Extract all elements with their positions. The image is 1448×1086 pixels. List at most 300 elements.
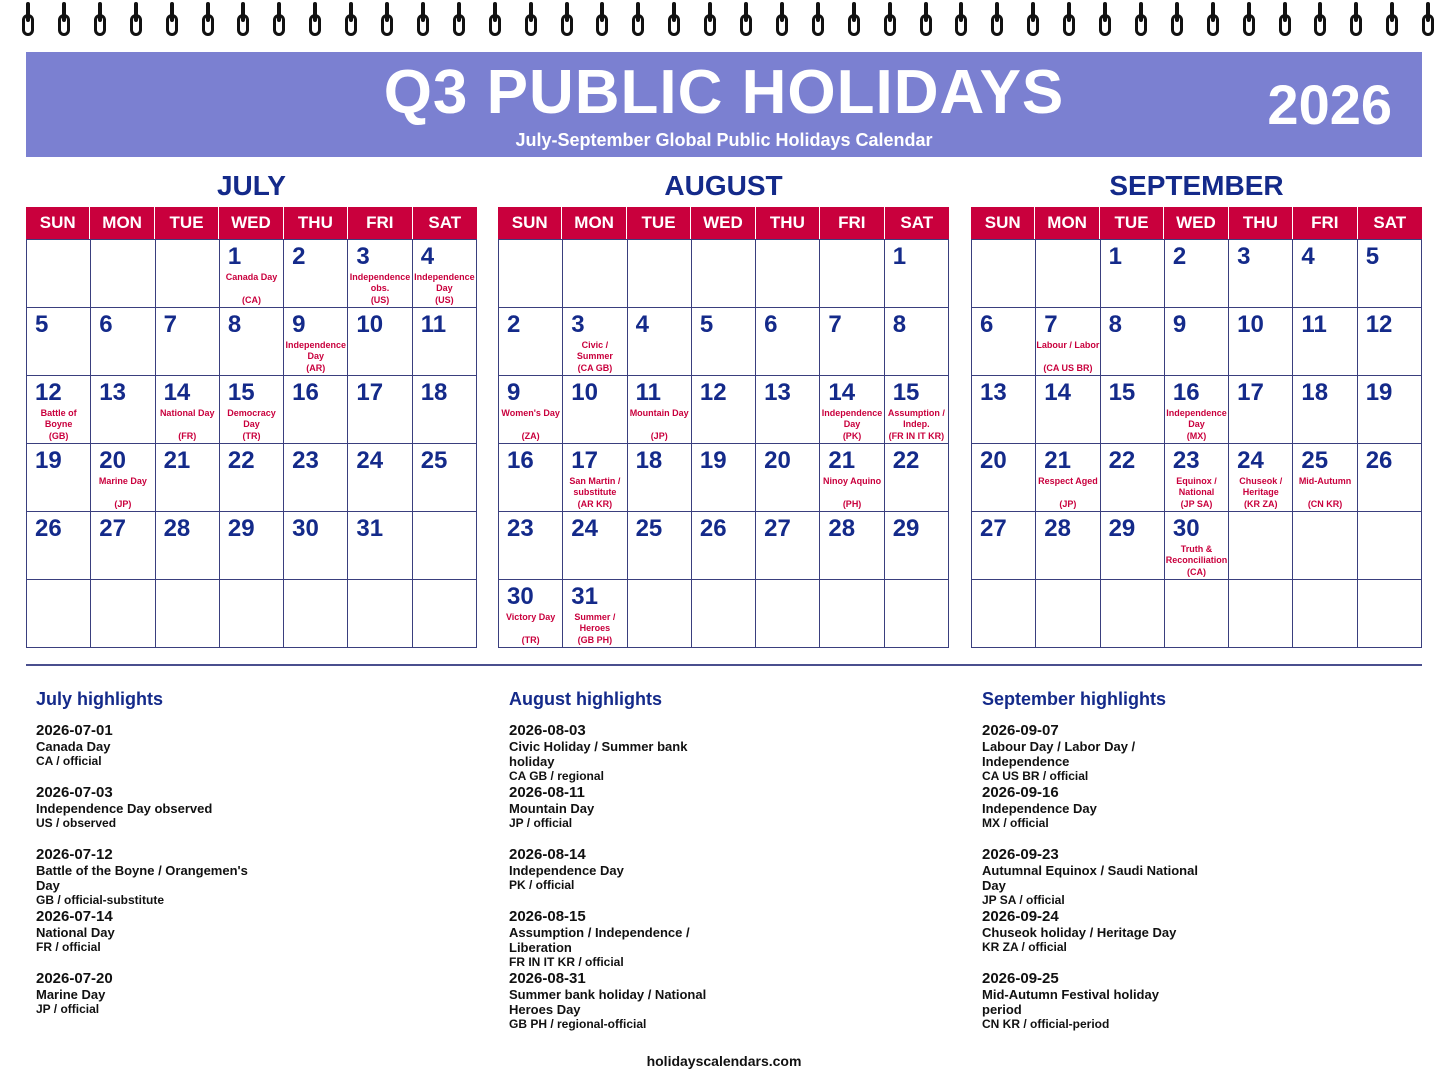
day-cell xyxy=(156,580,220,648)
binding-ring xyxy=(1386,2,1398,36)
highlight-name: Assumption / Independence / Liberation xyxy=(509,925,690,955)
binding-ring xyxy=(130,2,142,36)
day-number: 24 xyxy=(571,515,598,542)
highlight-entry xyxy=(36,784,476,831)
day-number: 3 xyxy=(1237,243,1251,270)
day-number: 16 xyxy=(292,379,319,406)
day-number: 28 xyxy=(163,515,191,542)
day-cell xyxy=(413,580,477,648)
holiday-country: (US) xyxy=(435,295,454,305)
day-cell xyxy=(499,580,563,648)
day-cell xyxy=(563,580,627,648)
day-number: 27 xyxy=(980,515,1007,542)
holiday-name: Truth & Reconciliation xyxy=(1165,544,1228,565)
day-cell xyxy=(756,308,820,376)
highlight-name: Labour Day / Labor Day / Independence xyxy=(982,739,1136,769)
highlight-meta: CN KR / official-period xyxy=(982,1017,1110,1031)
binding-ring xyxy=(489,2,501,36)
day-number: 1 xyxy=(1108,243,1122,270)
binding-ring xyxy=(632,2,644,36)
day-number: 26 xyxy=(1365,447,1393,474)
binding-ring xyxy=(1027,2,1039,36)
day-cell xyxy=(1036,308,1100,376)
day-number: 5 xyxy=(1365,243,1380,270)
day-cell xyxy=(27,444,91,512)
day-cell xyxy=(1165,376,1229,444)
weekday-label: FRI xyxy=(1293,207,1357,239)
day-cell xyxy=(628,240,692,308)
spiral-binding xyxy=(0,0,1448,46)
binding-ring xyxy=(94,2,106,36)
day-number: 5 xyxy=(699,311,714,338)
binding-ring xyxy=(1171,2,1183,36)
holiday-country: (KR ZA) xyxy=(1244,499,1278,509)
day-cell xyxy=(413,444,477,512)
weekday-label: THU xyxy=(284,207,348,239)
day-cell xyxy=(756,580,820,648)
highlight-name: Canada Day xyxy=(36,739,111,754)
highlight-name: Summer bank holiday / National Heroes Day xyxy=(509,987,707,1017)
weekday-header xyxy=(971,207,1422,239)
binding-ring xyxy=(22,2,34,36)
day-cell xyxy=(284,580,348,648)
day-cell xyxy=(220,376,284,444)
highlight-meta: CA US BR / official xyxy=(982,769,1089,783)
day-cell xyxy=(692,444,756,512)
day-cell xyxy=(972,580,1036,648)
day-number: 18 xyxy=(420,379,448,406)
highlight-name: Mid-Autumn Festival holiday period xyxy=(982,987,1159,1017)
day-number: 21 xyxy=(163,447,191,474)
binding-ring xyxy=(417,2,429,36)
highlight-name: Independence Day xyxy=(509,863,624,878)
highlight-name: National Day xyxy=(36,925,115,940)
day-cell xyxy=(1101,240,1165,308)
holiday-country: (JP SA) xyxy=(1180,499,1213,509)
day-number: 21 xyxy=(828,447,856,474)
day-cell xyxy=(692,580,756,648)
day-number: 7 xyxy=(1044,311,1058,338)
day-cell xyxy=(1229,308,1293,376)
binding-ring xyxy=(812,2,824,36)
day-cell xyxy=(1036,240,1100,308)
weekday-label: FRI xyxy=(348,207,412,239)
day-number: 4 xyxy=(1301,243,1315,270)
day-cell xyxy=(27,308,91,376)
binding-ring xyxy=(345,2,357,36)
day-cell xyxy=(1358,376,1422,444)
month-name: JULY xyxy=(216,170,286,201)
highlight-entry xyxy=(36,908,476,955)
day-cell xyxy=(220,240,284,308)
highlight-name: Mountain Day xyxy=(509,801,595,816)
day-cell xyxy=(1293,240,1357,308)
binding-ring xyxy=(596,2,608,36)
day-number: 14 xyxy=(828,379,856,406)
highlight-meta: FR / official xyxy=(36,940,101,954)
day-cell xyxy=(284,444,348,512)
day-number: 17 xyxy=(571,447,598,474)
day-number: 9 xyxy=(507,379,521,406)
holiday-name: Mid-Autumn xyxy=(1298,476,1352,486)
footer-site: holidayscalendars.com xyxy=(646,1053,802,1069)
day-cell xyxy=(348,308,412,376)
day-number: 18 xyxy=(1301,379,1329,406)
day-number: 2 xyxy=(292,243,306,270)
day-number: 20 xyxy=(99,447,126,474)
binding-ring xyxy=(668,2,680,36)
day-cell xyxy=(972,240,1036,308)
highlight-entry xyxy=(36,970,476,1017)
day-number: 17 xyxy=(1237,379,1264,406)
month-august xyxy=(498,168,949,648)
day-cell xyxy=(628,308,692,376)
highlight-entry xyxy=(982,722,1422,784)
binding-ring xyxy=(1422,2,1434,36)
holiday-name: Marine Day xyxy=(98,476,147,486)
holiday-country: (CA GB) xyxy=(577,363,613,373)
highlight-entry xyxy=(509,970,949,1032)
day-cell xyxy=(1358,512,1422,580)
day-cell xyxy=(1293,512,1357,580)
weekday-header xyxy=(26,207,477,239)
binding-ring xyxy=(704,2,716,36)
highlights-title: July highlights xyxy=(36,689,164,709)
day-number: 6 xyxy=(764,311,778,338)
holiday-country: (AR) xyxy=(306,363,326,373)
day-number: 22 xyxy=(1108,447,1136,474)
highlight-date: 2026-09-24 xyxy=(982,908,1059,925)
day-cell xyxy=(1358,240,1422,308)
day-cell xyxy=(1229,444,1293,512)
highlights-title: September highlights xyxy=(982,689,1167,709)
day-cell xyxy=(1101,308,1165,376)
month-grid xyxy=(971,239,1422,648)
day-cell xyxy=(692,512,756,580)
month-july xyxy=(26,168,477,648)
day-number: 18 xyxy=(635,447,663,474)
holiday-country: (CA) xyxy=(241,295,261,305)
weekday-label: TUE xyxy=(1100,207,1164,239)
holiday-country: (FR IN IT KR) xyxy=(888,431,945,441)
binding-ring xyxy=(1314,2,1326,36)
weekday-label: SAT xyxy=(1358,207,1422,239)
day-number: 7 xyxy=(163,311,177,338)
holiday-name: Respect Aged xyxy=(1038,476,1098,486)
day-cell xyxy=(499,444,563,512)
holiday-country: (MX) xyxy=(1186,431,1207,441)
day-number: 29 xyxy=(1108,515,1136,542)
holiday-name: Democracy Day xyxy=(227,408,276,429)
highlight-meta: US / observed xyxy=(36,816,117,830)
highlight-meta: KR ZA / official xyxy=(982,940,1067,954)
highlight-meta: JP SA / official xyxy=(982,893,1065,907)
day-number: 20 xyxy=(980,447,1007,474)
holiday-country: (GB) xyxy=(48,431,69,441)
binding-ring xyxy=(1279,2,1291,36)
day-cell xyxy=(27,580,91,648)
day-number: 28 xyxy=(1044,515,1071,542)
holiday-name: Summer / Heroes xyxy=(574,612,616,633)
day-cell xyxy=(1358,308,1422,376)
day-number: 27 xyxy=(764,515,791,542)
weekday-label: MON xyxy=(1035,207,1099,239)
weekday-label: SUN xyxy=(498,207,562,239)
day-number: 12 xyxy=(1365,311,1393,338)
day-number: 8 xyxy=(227,311,242,338)
highlight-meta: FR IN IT KR / official xyxy=(509,955,624,969)
highlights-august xyxy=(509,688,949,1047)
highlight-entry xyxy=(36,722,476,769)
highlight-meta: MX / official xyxy=(982,816,1049,830)
day-number: 6 xyxy=(99,311,113,338)
weekday-header xyxy=(498,207,949,239)
day-cell xyxy=(348,444,412,512)
day-number: 1 xyxy=(892,243,907,270)
binding-ring xyxy=(309,2,321,36)
day-cell xyxy=(756,444,820,512)
holiday-name: Women's Day xyxy=(501,408,560,418)
day-cell xyxy=(563,444,627,512)
day-cell xyxy=(756,376,820,444)
day-number: 14 xyxy=(1044,379,1071,406)
day-number: 28 xyxy=(828,515,856,542)
holiday-country: (PH) xyxy=(842,499,862,509)
holiday-country: (FR) xyxy=(178,431,197,441)
day-number: 26 xyxy=(699,515,727,542)
highlight-meta: CA GB / regional xyxy=(509,769,604,783)
holiday-name: Chuseok / Heritage xyxy=(1239,476,1283,497)
highlight-name: Marine Day xyxy=(36,987,106,1002)
binding-ring xyxy=(1099,2,1111,36)
highlight-entry xyxy=(982,908,1422,955)
page-title: Q3 PUBLIC HOLIDAYS xyxy=(383,58,1065,127)
day-cell xyxy=(885,512,949,580)
holiday-name: Civic / Summer xyxy=(576,340,613,361)
day-number: 4 xyxy=(635,311,649,338)
day-cell xyxy=(563,308,627,376)
day-cell xyxy=(1101,376,1165,444)
day-cell xyxy=(820,512,884,580)
day-cell xyxy=(220,580,284,648)
day-cell xyxy=(1165,308,1229,376)
highlight-name: Chuseok holiday / Heritage Day xyxy=(982,925,1177,940)
header-banner xyxy=(26,52,1422,157)
day-number: 31 xyxy=(571,583,598,610)
holiday-country: (CN KR) xyxy=(1307,499,1343,509)
day-number: 30 xyxy=(292,515,319,542)
highlight-date: 2026-09-25 xyxy=(982,970,1059,987)
day-number: 15 xyxy=(892,379,920,406)
day-number: 23 xyxy=(292,447,319,474)
holiday-name: Ninoy Aquino xyxy=(822,476,882,486)
day-number: 25 xyxy=(1301,447,1329,474)
day-cell xyxy=(156,240,220,308)
day-cell xyxy=(91,308,155,376)
weekday-label: SUN xyxy=(971,207,1035,239)
day-cell xyxy=(628,512,692,580)
holiday-name: San Martin / substitute xyxy=(569,476,621,497)
day-number: 19 xyxy=(699,447,727,474)
highlight-meta: JP / official xyxy=(509,816,573,830)
day-cell xyxy=(1165,512,1229,580)
day-number: 13 xyxy=(99,379,126,406)
day-cell xyxy=(820,376,884,444)
holiday-country: (JP) xyxy=(1059,499,1077,509)
holiday-name: Mountain Day xyxy=(629,408,689,418)
binding-ring xyxy=(848,2,860,36)
day-number: 29 xyxy=(892,515,920,542)
day-number: 11 xyxy=(420,311,447,338)
binding-ring xyxy=(1243,2,1255,36)
day-cell xyxy=(972,512,1036,580)
day-cell xyxy=(756,512,820,580)
day-cell xyxy=(1229,512,1293,580)
day-number: 27 xyxy=(99,515,126,542)
holiday-country: (CA) xyxy=(1186,567,1206,577)
highlight-entry xyxy=(509,784,949,831)
binding-ring xyxy=(525,2,537,36)
day-cell xyxy=(348,580,412,648)
highlight-date: 2026-07-03 xyxy=(36,784,113,801)
day-cell xyxy=(499,376,563,444)
day-cell xyxy=(885,376,949,444)
day-number: 9 xyxy=(1172,311,1187,338)
weekday-label: FRI xyxy=(820,207,884,239)
weekday-label: THU xyxy=(1229,207,1293,239)
holiday-country: (PK) xyxy=(842,431,862,441)
day-cell xyxy=(91,444,155,512)
highlight-date: 2026-08-15 xyxy=(509,908,586,925)
day-cell xyxy=(27,240,91,308)
weekday-label: THU xyxy=(756,207,820,239)
day-number: 8 xyxy=(892,311,907,338)
day-number: 22 xyxy=(227,447,255,474)
day-cell xyxy=(348,240,412,308)
day-cell xyxy=(91,240,155,308)
highlight-name: Civic Holiday / Summer bank holiday xyxy=(509,739,688,769)
day-cell xyxy=(284,512,348,580)
day-cell xyxy=(1293,580,1357,648)
day-cell xyxy=(156,444,220,512)
day-number: 3 xyxy=(571,311,585,338)
day-cell xyxy=(563,512,627,580)
day-number: 1 xyxy=(227,243,242,270)
highlights-july xyxy=(36,688,476,1032)
weekday-label: TUE xyxy=(155,207,219,239)
day-cell xyxy=(820,240,884,308)
day-number: 19 xyxy=(1365,379,1393,406)
day-cell xyxy=(1293,308,1357,376)
day-cell xyxy=(284,240,348,308)
highlight-entry xyxy=(36,846,476,908)
day-cell xyxy=(1036,376,1100,444)
day-cell xyxy=(1229,376,1293,444)
day-cell xyxy=(628,580,692,648)
day-number: 24 xyxy=(356,447,384,474)
day-cell xyxy=(820,444,884,512)
day-number: 14 xyxy=(163,379,191,406)
day-cell xyxy=(1101,512,1165,580)
month-name: SEPTEMBER xyxy=(1109,170,1284,201)
highlights-september xyxy=(982,688,1422,1047)
highlight-date: 2026-09-07 xyxy=(982,722,1059,739)
holiday-name: Independence obs. xyxy=(349,272,411,293)
highlight-date: 2026-07-20 xyxy=(36,970,113,987)
weekday-label: WED xyxy=(1164,207,1228,239)
binding-ring xyxy=(166,2,178,36)
highlight-entry xyxy=(982,784,1422,831)
binding-ring xyxy=(381,2,393,36)
day-cell xyxy=(499,512,563,580)
day-number: 15 xyxy=(1108,379,1136,406)
day-number: 10 xyxy=(356,311,384,338)
holiday-name: Labour / Labor xyxy=(1036,340,1100,350)
holiday-country: (GB PH) xyxy=(577,635,613,645)
day-cell xyxy=(972,308,1036,376)
month-grid xyxy=(498,239,949,648)
highlight-date: 2026-07-14 xyxy=(36,908,113,925)
day-cell xyxy=(91,580,155,648)
binding-ring xyxy=(58,2,70,36)
binding-ring xyxy=(1207,2,1219,36)
day-number: 17 xyxy=(356,379,384,406)
day-cell xyxy=(220,308,284,376)
day-cell xyxy=(885,308,949,376)
day-number: 25 xyxy=(635,515,663,542)
day-number: 2 xyxy=(507,311,521,338)
highlight-date: 2026-08-11 xyxy=(509,784,585,801)
highlight-entry xyxy=(982,970,1422,1032)
holiday-country: (US) xyxy=(370,295,390,305)
highlight-date: 2026-07-01 xyxy=(36,722,113,739)
day-number: 10 xyxy=(1237,311,1264,338)
month-september xyxy=(971,168,1422,648)
day-number: 12 xyxy=(699,379,727,406)
highlight-entry xyxy=(509,722,949,784)
day-number: 8 xyxy=(1108,311,1122,338)
highlight-date: 2026-08-31 xyxy=(509,970,586,987)
binding-ring xyxy=(202,2,214,36)
day-cell xyxy=(756,240,820,308)
binding-ring xyxy=(453,2,465,36)
day-cell xyxy=(628,376,692,444)
holiday-name: Battle of Boyne xyxy=(40,408,77,429)
day-number: 5 xyxy=(35,311,49,338)
day-cell xyxy=(499,308,563,376)
day-cell xyxy=(1036,580,1100,648)
day-number: 30 xyxy=(1172,515,1200,542)
day-number: 23 xyxy=(507,515,534,542)
day-cell xyxy=(563,376,627,444)
day-cell xyxy=(156,376,220,444)
day-cell xyxy=(413,512,477,580)
day-cell xyxy=(91,376,155,444)
day-cell xyxy=(1101,444,1165,512)
day-cell xyxy=(1036,444,1100,512)
holiday-country: (TR) xyxy=(521,635,540,645)
binding-ring xyxy=(561,2,573,36)
day-cell xyxy=(220,512,284,580)
holiday-name: Independence Day xyxy=(414,272,475,293)
day-number: 2 xyxy=(1172,243,1187,270)
day-number: 16 xyxy=(507,447,534,474)
weekday-label: TUE xyxy=(627,207,691,239)
binding-ring xyxy=(1135,2,1147,36)
day-cell xyxy=(1293,376,1357,444)
day-cell xyxy=(1165,240,1229,308)
day-cell xyxy=(820,580,884,648)
